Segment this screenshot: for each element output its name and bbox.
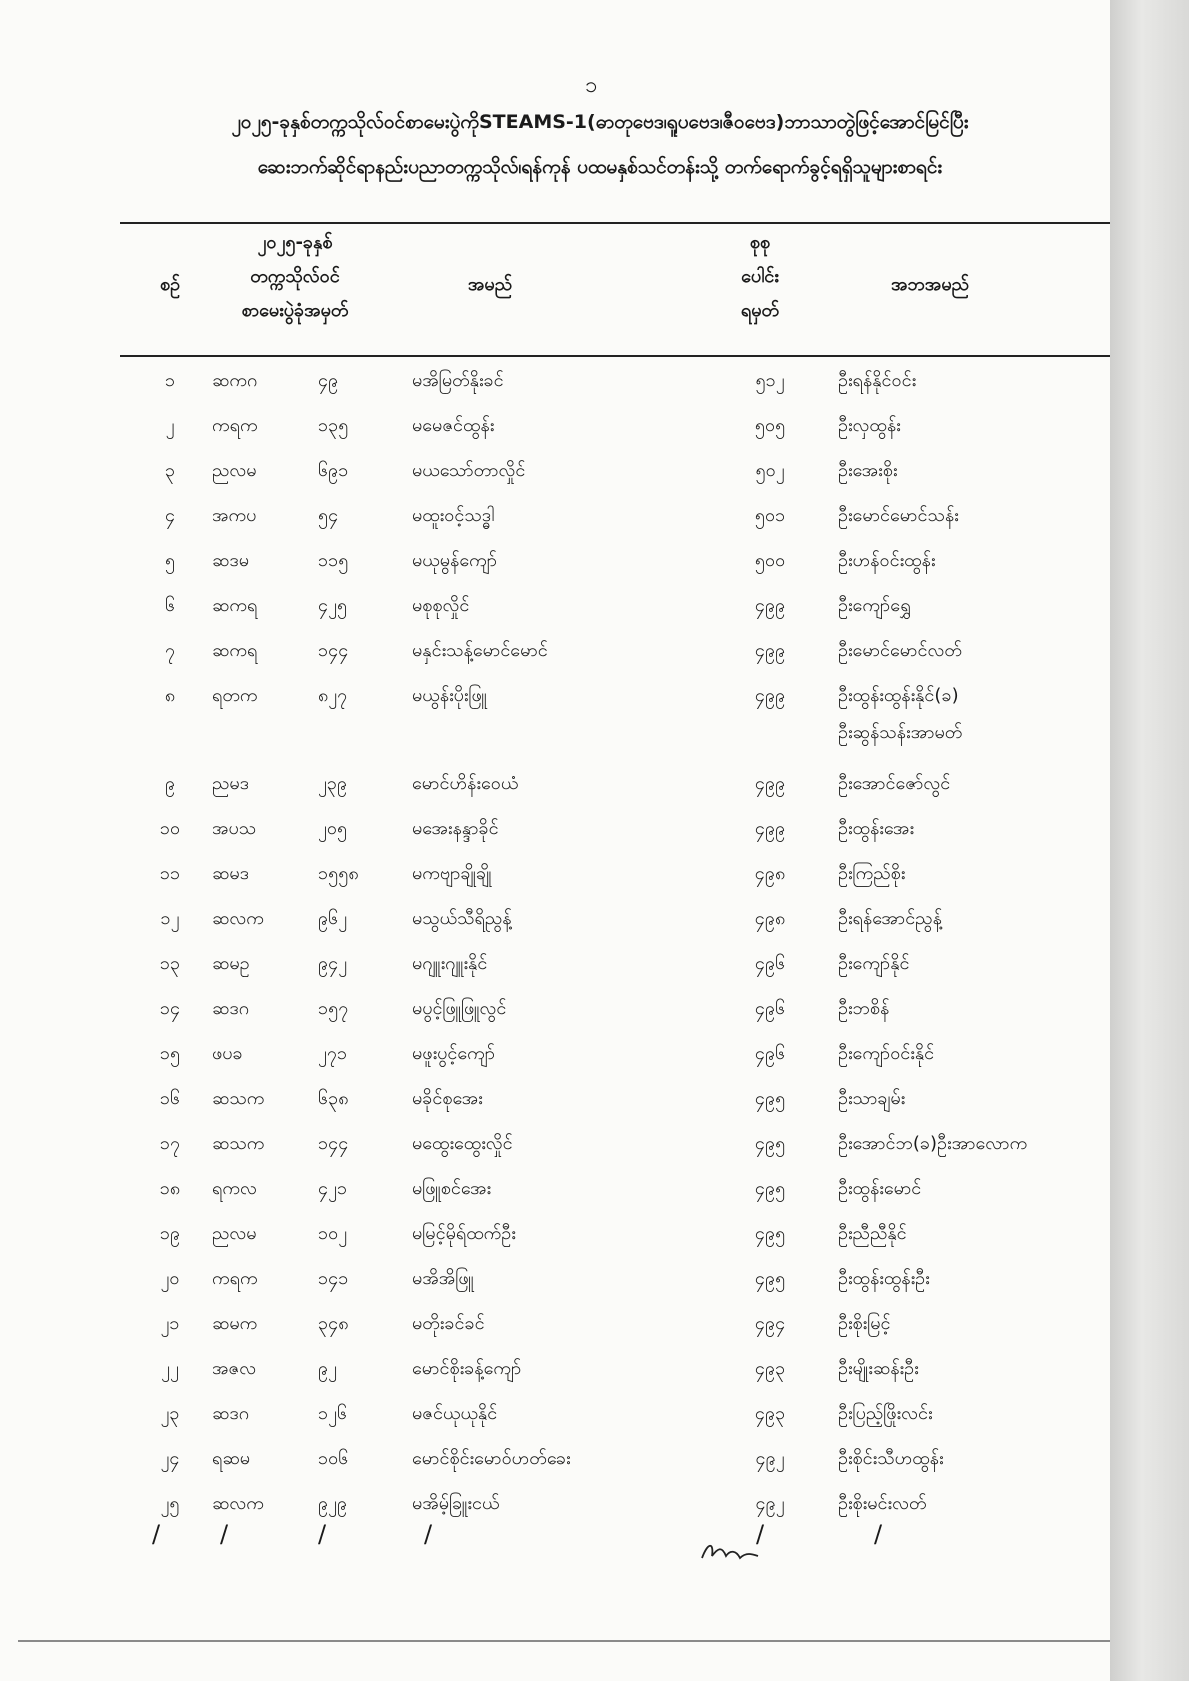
total-score-cell: ၄၉၅ bbox=[754, 1268, 786, 1289]
father-name-cell: ဦးရန်နိုင်ဝင်း bbox=[838, 370, 917, 391]
table-header-rule bbox=[120, 355, 1118, 357]
exam-code-cell: အကပ bbox=[212, 505, 257, 526]
serial-no-cell: ၁၃ bbox=[159, 953, 181, 974]
table-row bbox=[0, 630, 1110, 675]
student-name-cell: မအေးနန္ဒာခိုင် bbox=[412, 818, 499, 839]
exam-code-cell: ညလမ bbox=[212, 460, 257, 481]
exam-code-cell: ဆလက bbox=[212, 1493, 264, 1514]
father-name-cell: ဦးကျော်နိုင် bbox=[838, 953, 910, 974]
table-row bbox=[0, 450, 1110, 495]
total-score-cell: ၄၉၈ bbox=[754, 863, 786, 884]
father-name-cell: ဦးစိုးမင်းလတ် bbox=[838, 1493, 927, 1514]
exam-code-cell: ဆလက bbox=[212, 908, 264, 929]
table-row bbox=[0, 405, 1110, 450]
exam-number-cell: ၁၄၁ bbox=[318, 1268, 349, 1289]
father-name-cell: ဦးစိုးမြင့် bbox=[838, 1313, 891, 1334]
table-top-rule bbox=[120, 222, 1118, 224]
header-father-name: အဘအမည် bbox=[890, 274, 970, 295]
header-exam-roll bbox=[200, 226, 390, 328]
father-name-cell: ဦးကြည်စိုး bbox=[838, 863, 906, 884]
student-name-cell: မတိုးခင်ခင် bbox=[412, 1313, 485, 1334]
exam-number-cell: ၄၂၅ bbox=[318, 595, 348, 616]
father-name-cell: ဦးထွန်းအေး bbox=[838, 818, 915, 839]
exam-number-cell: ၁၃၅ bbox=[318, 415, 349, 436]
exam-number-cell: ၁၀၂ bbox=[318, 1223, 348, 1244]
exam-number-cell: ၁၅၇ bbox=[318, 998, 349, 1019]
exam-number-cell: ၆၉၁ bbox=[318, 460, 349, 481]
exam-number-cell: ၃၄၈ bbox=[318, 1313, 349, 1334]
exam-number-cell: ၂၇၁ bbox=[318, 1043, 348, 1064]
exam-code-cell: ရကလ bbox=[212, 1178, 257, 1199]
table-row bbox=[0, 1078, 1110, 1123]
student-name-cell: မယွန်းပိုးဖြူ bbox=[412, 685, 487, 706]
continuation-mark: / bbox=[874, 1520, 883, 1548]
table-row bbox=[0, 585, 1110, 630]
total-score-cell: ၄၉၅ bbox=[754, 1133, 786, 1154]
father-name-alias-cell: ဦးဆွန်သန်းအာမတ် bbox=[838, 722, 963, 743]
father-name-cell: ဦးထွန်းထွန်းဦး bbox=[838, 1268, 930, 1289]
total-score-cell: ၄၉၄ bbox=[754, 1313, 786, 1334]
student-name-cell: မောင်ဟိန်းဝေယံ bbox=[412, 773, 519, 794]
table-row bbox=[0, 763, 1110, 808]
serial-no-cell: ၂ bbox=[165, 415, 175, 436]
table-row bbox=[0, 1303, 1110, 1348]
total-score-cell: ၄၉၈ bbox=[754, 908, 786, 929]
exam-number-cell: ၈၂၇ bbox=[318, 685, 348, 706]
table-row bbox=[0, 360, 1110, 405]
father-name-cell: ဦးထွန်းထွန်းနိုင်(ခ) bbox=[838, 685, 959, 706]
father-name-cell: ဦးထွန်းမောင် bbox=[838, 1178, 922, 1199]
father-name-cell: ဦးမောင်မောင်လတ် bbox=[838, 640, 962, 661]
total-score-cell: ၄၉၃ bbox=[754, 1358, 786, 1379]
exam-number-cell: ၂၃၉ bbox=[318, 773, 348, 794]
table-row bbox=[0, 808, 1110, 853]
total-score-cell: ၅၀၀ bbox=[754, 550, 786, 571]
serial-no-cell: ၁၉ bbox=[159, 1223, 181, 1244]
student-name-cell: မထူးဝင့်သဒ္ဓါ bbox=[412, 505, 495, 526]
exam-code-cell: ဆကရ bbox=[212, 640, 258, 661]
serial-no-cell: ၁ bbox=[164, 370, 176, 391]
exam-number-cell: ၂၀၅ bbox=[318, 818, 348, 839]
continuation-mark: / bbox=[318, 1520, 327, 1548]
serial-no-cell: ၁၀ bbox=[159, 818, 181, 839]
header-total-score-line-1: စုစု bbox=[749, 232, 771, 253]
exam-number-cell: ၉၂၉ bbox=[318, 1493, 348, 1514]
exam-code-cell: ကရက bbox=[212, 415, 258, 436]
table-row bbox=[0, 675, 1110, 720]
page-bottom-rule bbox=[18, 1640, 1110, 1642]
exam-number-cell: ၅၄ bbox=[318, 505, 339, 526]
table-row-continuation bbox=[0, 720, 1110, 763]
table-row bbox=[0, 1033, 1110, 1078]
table-row bbox=[0, 540, 1110, 585]
serial-no-cell: ၈ bbox=[164, 685, 176, 706]
total-score-cell: ၄၉၅ bbox=[754, 1178, 786, 1199]
total-score-cell: ၄၉၆ bbox=[754, 1043, 786, 1064]
exam-code-cell: ညလမ bbox=[212, 1223, 257, 1244]
father-name-cell: ဦးသာချမ်း bbox=[838, 1088, 906, 1109]
total-score-cell: ၄၉၂ bbox=[755, 1448, 785, 1469]
exam-code-cell: ဆမဥ bbox=[212, 953, 250, 974]
exam-code-cell: ဆသက bbox=[212, 1088, 265, 1109]
total-score-cell: ၅၀၁ bbox=[754, 505, 786, 526]
student-name-cell: မအိအိဖြူ bbox=[412, 1268, 474, 1289]
header-name: အမည် bbox=[467, 274, 513, 295]
total-score-cell: ၄၉၉ bbox=[754, 685, 786, 706]
exam-number-cell: ၁၅၅၈ bbox=[318, 863, 359, 884]
total-score-cell: ၄၉၃ bbox=[754, 1403, 786, 1424]
exam-code-cell: အဇလ bbox=[212, 1358, 257, 1379]
student-name-cell: မသွယ်သီရိညွန့် bbox=[412, 908, 512, 929]
total-score-cell: ၅၁၂ bbox=[755, 370, 785, 391]
student-name-cell: မကဗျာချိုချို bbox=[412, 863, 492, 884]
header-exam-roll-line-1: ၂၀၂၅-ခုနှစ် bbox=[257, 232, 333, 253]
scan-edge-shadow bbox=[1110, 0, 1189, 1681]
exam-code-cell: ဆဒဂ bbox=[212, 998, 250, 1019]
father-name-cell: ဦးအောင်ဘ(ခ)ဦးအာလောက bbox=[838, 1133, 1028, 1154]
student-name-cell: မဇင်ယုယုနိုင် bbox=[412, 1403, 498, 1424]
continuation-marks bbox=[0, 1520, 1110, 1560]
header-exam-roll-line-2: တက္ကသိုလ်ဝင် bbox=[250, 266, 340, 287]
father-name-cell: ဦးကျော်ရွှေ bbox=[838, 595, 911, 616]
table-row bbox=[0, 1168, 1110, 1213]
table-body bbox=[0, 360, 1110, 1528]
exam-number-cell: ၄၉ bbox=[318, 370, 339, 391]
student-name-cell: မဂျူးဂျူးနိုင် bbox=[412, 953, 488, 974]
student-name-cell: မခိုင်စုအေး bbox=[412, 1088, 483, 1109]
father-name-cell: ဦးအေးစိုး bbox=[838, 460, 898, 481]
exam-code-cell: ဖပခ bbox=[212, 1043, 243, 1064]
serial-no-cell: ၁၁ bbox=[159, 863, 181, 884]
student-name-cell: မဖြူစင်အေး bbox=[412, 1178, 492, 1199]
student-name-cell: မနှင်းသန့်မောင်မောင် bbox=[412, 640, 548, 661]
serial-no-cell: ၁၈ bbox=[159, 1178, 181, 1199]
continuation-mark: / bbox=[424, 1520, 433, 1548]
total-score-cell: ၄၉၅ bbox=[754, 1088, 786, 1109]
student-name-cell: မယုမွန်ကျော် bbox=[412, 550, 497, 571]
serial-no-cell: ၃ bbox=[164, 460, 176, 481]
serial-no-cell: ၆ bbox=[164, 595, 176, 616]
serial-no-cell: ၁၇ bbox=[159, 1133, 181, 1154]
father-name-cell: ဦးညီညီနိုင် bbox=[838, 1223, 907, 1244]
exam-code-cell: အပသ bbox=[212, 818, 257, 839]
serial-no-cell: ၂၂ bbox=[161, 1358, 179, 1379]
table-row bbox=[0, 1123, 1110, 1168]
continuation-mark: / bbox=[756, 1520, 765, 1548]
table-row bbox=[0, 1438, 1110, 1483]
serial-no-cell: ၂၁ bbox=[160, 1313, 180, 1334]
exam-code-cell: ညမဒ bbox=[212, 773, 250, 794]
exam-code-cell: ဆဒဂ bbox=[212, 1403, 250, 1424]
father-name-cell: ဦးကျော်ဝင်းနိုင် bbox=[838, 1043, 935, 1064]
exam-number-cell: ၄၂၁ bbox=[318, 1178, 348, 1199]
header-total-score-line-3: ရမှတ် bbox=[740, 300, 780, 321]
total-score-cell: ၄၉၉ bbox=[754, 818, 786, 839]
serial-no-cell: ၂၅ bbox=[160, 1493, 180, 1514]
student-name-cell: မယသော်တာလှိုင် bbox=[412, 460, 526, 481]
exam-code-cell: ဆမဒ bbox=[212, 863, 250, 884]
header-total-score-line-2: ပေါင်း bbox=[741, 266, 779, 287]
exam-number-cell: ၁၂၆ bbox=[318, 1403, 348, 1424]
page-number: ၁ bbox=[585, 73, 598, 98]
exam-number-cell: ၉၆၂ bbox=[318, 908, 348, 929]
continuation-mark: / bbox=[220, 1520, 229, 1548]
table-row bbox=[0, 1213, 1110, 1258]
table-row bbox=[0, 943, 1110, 988]
exam-number-cell: ၉၂ bbox=[318, 1358, 337, 1379]
father-name-cell: ဦးလှထွန်း bbox=[838, 415, 901, 436]
total-score-cell: ၄၉၉ bbox=[754, 773, 786, 794]
serial-no-cell: ၇ bbox=[164, 640, 176, 661]
exam-code-cell: ရတက bbox=[212, 685, 258, 706]
father-name-cell: ဦးမောင်မောင်သန်း bbox=[838, 505, 959, 526]
student-name-cell: မမေဇင်ထွန်း bbox=[412, 415, 495, 436]
student-name-cell: မအိမြတ်နိုးခင် bbox=[412, 370, 504, 391]
serial-no-cell: ၅ bbox=[164, 550, 176, 571]
student-name-cell: မောင်စိုးခန့်ကျော် bbox=[412, 1358, 522, 1379]
father-name-cell: ဦးရန်အောင်ညွန့် bbox=[838, 908, 942, 929]
student-name-cell: မထွေးထွေးလှိုင် bbox=[412, 1133, 513, 1154]
document-title-line-2: ဆေးဘက်ဆိုင်ရာနည်းပညာတက္ကသိုလ်၊ရန်ကုန် ပထမနှစ်သင်တန်းသို့ တက်ရောက်ခွင့်ရရှိသူများစာရင်း bbox=[257, 156, 943, 178]
exam-number-cell: ၁၀၆ bbox=[318, 1448, 349, 1469]
total-score-cell: ၅၀၂ bbox=[755, 460, 785, 481]
total-score-cell: ၄၉၂ bbox=[755, 1493, 785, 1514]
table-row bbox=[0, 1258, 1110, 1303]
continuation-mark: / bbox=[152, 1520, 161, 1548]
serial-no-cell: ၉ bbox=[164, 773, 176, 794]
total-score-cell: ၄၉၆ bbox=[754, 953, 786, 974]
father-name-cell: ဦးဟန်ဝင်းထွန်း bbox=[838, 550, 936, 571]
exam-code-cell: ကရက bbox=[212, 1268, 258, 1289]
table-row bbox=[0, 495, 1110, 540]
father-name-cell: ဦးစိုင်းသီဟထွန်း bbox=[838, 1448, 944, 1469]
serial-no-cell: ၁၄ bbox=[159, 998, 181, 1019]
exam-number-cell: ၉၄၂ bbox=[318, 953, 348, 974]
student-name-cell: မအိမ့်ခြူးငယ် bbox=[412, 1493, 500, 1514]
exam-code-cell: ဆမက bbox=[212, 1313, 258, 1334]
student-name-cell: မမြင့်မိုရ်ထက်ဦး bbox=[412, 1223, 516, 1244]
student-name-cell: မစုစုလှိုင် bbox=[412, 595, 470, 616]
father-name-cell: ဦးအောင်ဇော်လွင် bbox=[838, 773, 951, 794]
student-name-cell: မောင်စိုင်းမောဝ်ဟတ်ခေး bbox=[412, 1448, 571, 1469]
serial-no-cell: ၁၅ bbox=[159, 1043, 181, 1064]
serial-no-cell: ၄ bbox=[164, 505, 176, 526]
father-name-cell: ဦးဘစိန် bbox=[838, 998, 890, 1019]
exam-number-cell: ၁၁၅ bbox=[318, 550, 349, 571]
document-title-line-1: ၂၀၂၅-ခုနှစ်တက္ကသိုလ်ဝင်စာမေးပွဲကိုSTEAMS-1(ဓာတုဗေဒ၊ရူပဗေဒ၊ဇီဝဗေဒ)ဘာသာတွဲဖြင့်အောင်မြင်ပြီး bbox=[231, 111, 969, 133]
total-score-cell: ၄၉၅ bbox=[754, 1223, 786, 1244]
total-score-cell: ၅၀၅ bbox=[754, 415, 786, 436]
exam-number-cell: ၁၄၄ bbox=[318, 1133, 349, 1154]
table-row bbox=[0, 988, 1110, 1033]
table-row bbox=[0, 1348, 1110, 1393]
serial-no-cell: ၂၄ bbox=[160, 1448, 180, 1469]
header-exam-roll-line-3: စာမေးပွဲခုံအမှတ် bbox=[241, 300, 349, 321]
serial-no-cell: ၂၃ bbox=[160, 1403, 180, 1424]
total-score-cell: ၄၉၆ bbox=[754, 998, 786, 1019]
exam-code-cell: ရဆမ bbox=[212, 1448, 251, 1469]
student-name-cell: မပွင့်ဖြူဖြူလွင် bbox=[412, 998, 507, 1019]
total-score-cell: ၄၉၉ bbox=[754, 595, 786, 616]
table-row bbox=[0, 1393, 1110, 1438]
exam-code-cell: ဆကရ bbox=[212, 595, 258, 616]
student-name-cell: မဖူးပွင့်ကျော် bbox=[412, 1043, 496, 1064]
father-name-cell: ဦးပြည့်ဖြိုးလင်း bbox=[838, 1403, 933, 1424]
serial-no-cell: ၁၆ bbox=[159, 1088, 181, 1109]
exam-number-cell: ၆၃၈ bbox=[318, 1088, 349, 1109]
serial-no-cell: ၂၀ bbox=[160, 1268, 180, 1289]
header-serial-no: စဉ် bbox=[159, 274, 181, 295]
total-score-cell: ၄၉၉ bbox=[754, 640, 786, 661]
exam-code-cell: ဆကဂ bbox=[212, 370, 258, 391]
header-total-score bbox=[720, 226, 800, 328]
exam-code-cell: ဆဒမ bbox=[212, 550, 250, 571]
table-row bbox=[0, 898, 1110, 943]
signature-icon bbox=[700, 1538, 760, 1564]
table-row bbox=[0, 853, 1110, 898]
serial-no-cell: ၁၂ bbox=[160, 908, 180, 929]
exam-number-cell: ၁၄၄ bbox=[318, 640, 349, 661]
father-name-cell: ဦးမျိုးဆန်းဦး bbox=[838, 1358, 919, 1379]
exam-code-cell: ဆသက bbox=[212, 1133, 265, 1154]
